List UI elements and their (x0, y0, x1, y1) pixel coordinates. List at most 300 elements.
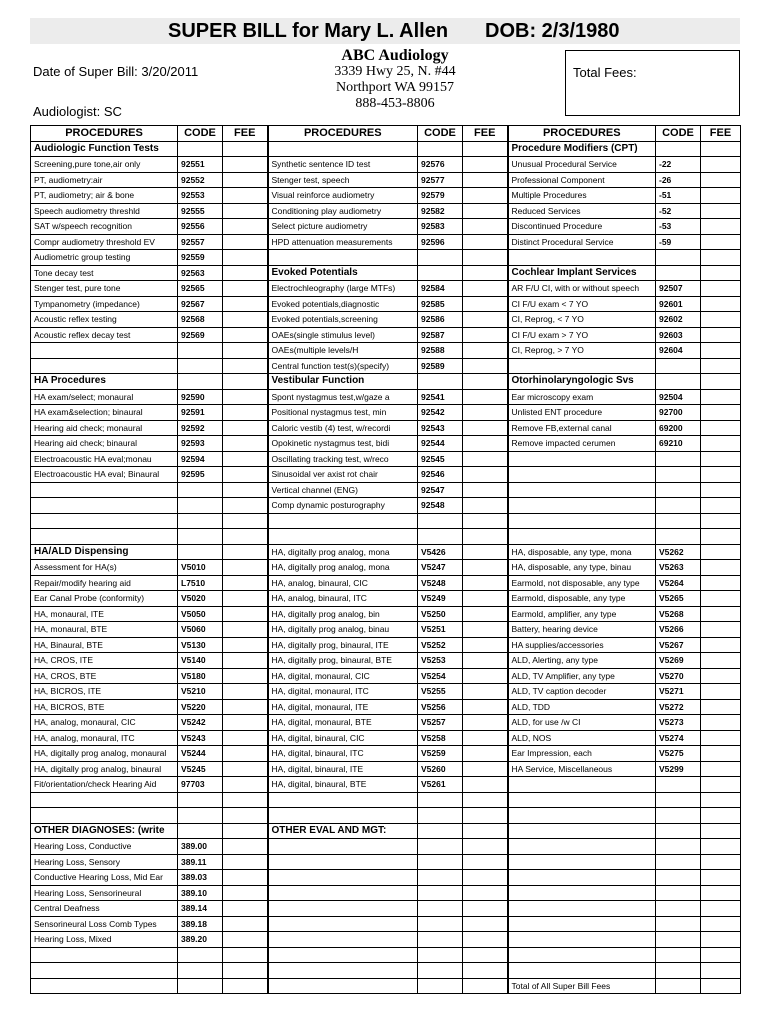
fee-cell[interactable] (223, 870, 268, 886)
fee-cell[interactable] (701, 746, 741, 762)
code-cell[interactable] (656, 792, 701, 808)
blank-cell[interactable] (508, 513, 656, 529)
fee-cell[interactable] (701, 389, 741, 405)
code-cell[interactable] (656, 529, 701, 545)
fee-cell[interactable] (463, 684, 508, 700)
procedure-code: 92545 (418, 451, 463, 467)
fee-cell[interactable] (701, 932, 741, 948)
procedure-code: -59 (656, 234, 701, 250)
procedures-table (30, 125, 741, 994)
blank-cell[interactable] (268, 978, 418, 994)
blank-cell[interactable] (31, 513, 178, 529)
code-cell[interactable] (178, 947, 223, 963)
table-row (31, 513, 741, 529)
fee-cell[interactable] (463, 467, 508, 483)
procedure-name: Stenger test, speech (268, 172, 418, 188)
fee-cell[interactable] (463, 839, 508, 855)
procedure-name: HA, digitally prog analog, binaural (31, 761, 178, 777)
code-cell[interactable] (656, 482, 701, 498)
procedure-code: V5252 (418, 637, 463, 653)
fee-cell[interactable] (701, 606, 741, 622)
fee-cell[interactable] (223, 405, 268, 421)
code-cell[interactable] (418, 250, 463, 266)
blank-cell[interactable] (268, 947, 418, 963)
code-cell[interactable] (418, 901, 463, 917)
blank-cell[interactable] (508, 529, 656, 545)
code-cell (656, 141, 701, 157)
fee-cell[interactable] (463, 141, 508, 157)
fee-cell[interactable] (701, 978, 741, 994)
code-cell[interactable] (656, 513, 701, 529)
code-cell[interactable] (418, 792, 463, 808)
fee-cell[interactable] (223, 343, 268, 359)
fee-cell[interactable] (223, 947, 268, 963)
fee-cell[interactable] (223, 389, 268, 405)
code-cell[interactable] (656, 250, 701, 266)
code-cell[interactable] (418, 916, 463, 932)
fee-cell[interactable] (701, 699, 741, 715)
fee-cell[interactable] (701, 203, 741, 219)
fee-cell[interactable] (223, 839, 268, 855)
blank-cell[interactable] (508, 854, 656, 870)
fee-cell[interactable] (223, 963, 268, 979)
fee-cell[interactable] (701, 901, 741, 917)
fee-cell[interactable] (701, 560, 741, 576)
fee-cell[interactable] (701, 451, 741, 467)
blank-cell[interactable] (268, 529, 418, 545)
code-cell[interactable] (178, 792, 223, 808)
blank-cell[interactable] (268, 808, 418, 824)
code-cell[interactable] (418, 808, 463, 824)
procedure-code: V5248 (418, 575, 463, 591)
procedure-code: 92555 (178, 203, 223, 219)
fee-cell[interactable] (463, 529, 508, 545)
fee-cell[interactable] (223, 157, 268, 173)
procedure-code: 92589 (418, 358, 463, 374)
fee-cell[interactable] (223, 668, 268, 684)
fee-cell[interactable] (701, 188, 741, 204)
table-row (31, 792, 741, 808)
fee-cell[interactable] (463, 374, 508, 390)
code-cell[interactable] (656, 808, 701, 824)
code-cell[interactable] (418, 513, 463, 529)
fee-cell[interactable] (223, 544, 268, 560)
fee-cell[interactable] (223, 296, 268, 312)
fee-cell[interactable] (223, 901, 268, 917)
blank-cell[interactable] (268, 916, 418, 932)
code-cell[interactable] (418, 963, 463, 979)
fee-cell[interactable] (463, 978, 508, 994)
code-cell[interactable] (656, 916, 701, 932)
fee-cell[interactable] (463, 792, 508, 808)
code-cell[interactable] (656, 870, 701, 886)
code-cell[interactable] (418, 978, 463, 994)
fee-cell[interactable] (701, 529, 741, 545)
fee-cell[interactable] (223, 529, 268, 545)
fee-cell[interactable] (701, 730, 741, 746)
code-cell[interactable] (418, 932, 463, 948)
blank-cell[interactable] (31, 529, 178, 545)
fee-cell[interactable] (463, 420, 508, 436)
fee-cell[interactable] (223, 420, 268, 436)
fee-cell[interactable] (463, 436, 508, 452)
blank-cell[interactable] (31, 808, 178, 824)
blank-cell[interactable] (31, 498, 178, 514)
fee-cell[interactable] (463, 234, 508, 250)
fee-cell[interactable] (701, 653, 741, 669)
fee-cell[interactable] (701, 715, 741, 731)
fee-cell[interactable] (701, 498, 741, 514)
fee-cell[interactable] (463, 544, 508, 560)
fee-cell[interactable] (701, 281, 741, 297)
fee-cell[interactable] (223, 482, 268, 498)
fee-cell[interactable] (223, 436, 268, 452)
code-cell (656, 265, 701, 281)
fee-cell[interactable] (701, 591, 741, 607)
procedure-name: Synthetic sentence ID test (268, 157, 418, 173)
fee-cell[interactable] (463, 606, 508, 622)
blank-cell[interactable] (268, 854, 418, 870)
fee-cell[interactable] (701, 172, 741, 188)
fee-cell[interactable] (463, 172, 508, 188)
blank-cell[interactable] (508, 932, 656, 948)
fee-cell[interactable] (701, 358, 741, 374)
table-body (31, 141, 741, 994)
blank-cell[interactable] (268, 141, 418, 157)
blank-cell[interactable] (31, 343, 178, 359)
fee-cell[interactable] (701, 513, 741, 529)
fee-cell[interactable] (223, 792, 268, 808)
fee-cell[interactable] (223, 312, 268, 328)
fee-cell[interactable] (223, 219, 268, 235)
code-cell[interactable] (656, 358, 701, 374)
fee-cell[interactable] (223, 265, 268, 281)
blank-cell[interactable] (268, 963, 418, 979)
blank-cell[interactable] (508, 885, 656, 901)
procedure-code: 92553 (178, 188, 223, 204)
blank-cell[interactable] (31, 358, 178, 374)
fee-cell[interactable] (701, 265, 741, 281)
fee-cell[interactable] (223, 358, 268, 374)
fee-cell[interactable] (701, 343, 741, 359)
fee-cell[interactable] (463, 560, 508, 576)
fee-cell[interactable] (701, 544, 741, 560)
fee-cell[interactable] (463, 730, 508, 746)
blank-cell[interactable] (508, 808, 656, 824)
code-cell[interactable] (656, 885, 701, 901)
fee-cell[interactable] (701, 405, 741, 421)
blank-cell[interactable] (31, 792, 178, 808)
blank-cell[interactable] (508, 901, 656, 917)
blank-cell[interactable] (31, 482, 178, 498)
fee-cell[interactable] (701, 870, 741, 886)
blank-cell[interactable] (31, 963, 178, 979)
fee-cell[interactable] (223, 513, 268, 529)
procedure-name: Speech audiometry threshld (31, 203, 178, 219)
fee-cell[interactable] (463, 823, 508, 839)
fee-cell[interactable] (701, 374, 741, 390)
procedure-code: 92556 (178, 219, 223, 235)
fee-cell[interactable] (463, 854, 508, 870)
code-cell[interactable] (418, 839, 463, 855)
code-cell[interactable] (656, 963, 701, 979)
fee-cell[interactable] (701, 482, 741, 498)
blank-cell[interactable] (31, 947, 178, 963)
clinic-block (310, 48, 480, 112)
fee-cell[interactable] (223, 885, 268, 901)
fee-cell[interactable] (701, 637, 741, 653)
fee-cell[interactable] (701, 963, 741, 979)
blank-cell[interactable] (268, 932, 418, 948)
fee-cell[interactable] (701, 761, 741, 777)
procedure-code: V5259 (418, 746, 463, 762)
blank-cell[interactable] (268, 792, 418, 808)
fee-cell[interactable] (463, 281, 508, 297)
fee-cell[interactable] (463, 203, 508, 219)
fee-cell[interactable] (701, 436, 741, 452)
fee-cell[interactable] (463, 699, 508, 715)
fee-cell[interactable] (701, 823, 741, 839)
blank-cell[interactable] (508, 467, 656, 483)
blank-cell[interactable] (268, 250, 418, 266)
fee-cell[interactable] (223, 637, 268, 653)
fee-cell[interactable] (463, 622, 508, 638)
fee-cell[interactable] (463, 715, 508, 731)
fee-cell[interactable] (223, 854, 268, 870)
blank-cell[interactable] (508, 451, 656, 467)
procedure-code: V5251 (418, 622, 463, 638)
code-cell[interactable] (656, 901, 701, 917)
fee-cell[interactable] (701, 157, 741, 173)
blank-cell[interactable] (268, 839, 418, 855)
fee-cell[interactable] (701, 622, 741, 638)
fee-cell[interactable] (701, 808, 741, 824)
fee-cell[interactable] (701, 296, 741, 312)
blank-cell[interactable] (508, 963, 656, 979)
blank-cell[interactable] (508, 498, 656, 514)
fee-cell[interactable] (463, 250, 508, 266)
fee-cell[interactable] (463, 327, 508, 343)
blank-cell[interactable] (268, 885, 418, 901)
code-cell[interactable] (656, 467, 701, 483)
fee-cell[interactable] (701, 854, 741, 870)
fee-cell[interactable] (463, 885, 508, 901)
fee-cell[interactable] (223, 653, 268, 669)
code-cell[interactable] (418, 141, 463, 157)
fee-cell[interactable] (701, 327, 741, 343)
blank-cell[interactable] (508, 870, 656, 886)
fee-cell[interactable] (223, 467, 268, 483)
code-cell[interactable] (656, 823, 701, 839)
code-cell[interactable] (418, 854, 463, 870)
code-cell[interactable] (418, 529, 463, 545)
fee-cell[interactable] (463, 219, 508, 235)
fee-cell[interactable] (223, 823, 268, 839)
fee-cell[interactable] (463, 870, 508, 886)
fee-cell[interactable] (701, 792, 741, 808)
fee-cell[interactable] (701, 467, 741, 483)
fee-cell[interactable] (463, 312, 508, 328)
fee-cell[interactable] (463, 777, 508, 793)
fee-cell[interactable] (223, 327, 268, 343)
blank-cell[interactable] (31, 978, 178, 994)
audiologist: Audiologist: SC (33, 104, 122, 119)
code-cell[interactable] (418, 885, 463, 901)
procedure-name: Hearing Loss, Mixed (31, 932, 178, 948)
code-cell[interactable] (656, 947, 701, 963)
fee-cell[interactable] (463, 916, 508, 932)
table-row (31, 591, 741, 607)
fee-cell[interactable] (701, 916, 741, 932)
fee-cell[interactable] (223, 932, 268, 948)
code-cell[interactable] (418, 870, 463, 886)
code-cell[interactable] (178, 808, 223, 824)
fee-cell[interactable] (223, 203, 268, 219)
fee-cell[interactable] (463, 637, 508, 653)
procedure-name: CI F/U exam < 7 YO (508, 296, 656, 312)
section-heading: Procedure Modifiers (CPT) (508, 141, 656, 157)
fee-cell[interactable] (223, 715, 268, 731)
blank-cell[interactable] (508, 947, 656, 963)
fee-cell[interactable] (463, 761, 508, 777)
fee-cell[interactable] (223, 808, 268, 824)
fee-cell[interactable] (223, 141, 268, 157)
code-cell[interactable] (178, 978, 223, 994)
fee-cell[interactable] (223, 250, 268, 266)
fee-cell[interactable] (223, 451, 268, 467)
procedure-code: V5050 (178, 606, 223, 622)
procedure-code: V5180 (178, 668, 223, 684)
fee-cell[interactable] (463, 265, 508, 281)
procedure-name: HA, digital, binaural, CIC (268, 730, 418, 746)
fee-cell[interactable] (463, 668, 508, 684)
blank-cell[interactable] (508, 916, 656, 932)
fee-cell[interactable] (223, 374, 268, 390)
fee-cell[interactable] (463, 513, 508, 529)
fee-cell[interactable] (463, 932, 508, 948)
code-cell[interactable] (656, 839, 701, 855)
fee-cell[interactable] (223, 606, 268, 622)
fee-cell[interactable] (701, 420, 741, 436)
fee-cell[interactable] (223, 730, 268, 746)
fee-cell[interactable] (223, 622, 268, 638)
fee-cell[interactable] (701, 684, 741, 700)
fee-cell[interactable] (463, 188, 508, 204)
blank-cell[interactable] (508, 482, 656, 498)
code-cell[interactable] (178, 963, 223, 979)
procedure-code: 92541 (418, 389, 463, 405)
blank-cell[interactable] (268, 870, 418, 886)
code-cell[interactable] (178, 343, 223, 359)
fee-cell[interactable] (223, 684, 268, 700)
blank-cell[interactable] (268, 513, 418, 529)
table-row (31, 916, 741, 932)
procedure-name: Central Deafness (31, 901, 178, 917)
fee-cell[interactable] (701, 219, 741, 235)
fee-cell[interactable] (701, 839, 741, 855)
fee-cell[interactable] (223, 172, 268, 188)
fee-cell[interactable] (463, 947, 508, 963)
fee-cell[interactable] (223, 560, 268, 576)
code-cell[interactable] (418, 947, 463, 963)
code-cell[interactable] (178, 482, 223, 498)
blank-cell[interactable] (508, 250, 656, 266)
fee-cell[interactable] (223, 978, 268, 994)
fee-cell[interactable] (463, 482, 508, 498)
code-cell[interactable] (178, 498, 223, 514)
blank-cell[interactable] (508, 777, 656, 793)
fee-cell[interactable] (701, 668, 741, 684)
fee-cell[interactable] (463, 296, 508, 312)
fee-cell[interactable] (701, 885, 741, 901)
fee-cell[interactable] (701, 250, 741, 266)
blank-cell[interactable] (508, 358, 656, 374)
fee-cell[interactable] (463, 591, 508, 607)
code-cell[interactable] (178, 358, 223, 374)
blank-cell[interactable] (268, 901, 418, 917)
fee-cell[interactable] (701, 141, 741, 157)
code-cell[interactable] (178, 529, 223, 545)
fee-cell[interactable] (463, 358, 508, 374)
fee-cell[interactable] (223, 575, 268, 591)
fee-cell[interactable] (463, 389, 508, 405)
patient-dob: DOB: 2/3/1980 (485, 20, 620, 42)
fee-cell[interactable] (223, 591, 268, 607)
table-row (31, 436, 741, 452)
fee-cell[interactable] (701, 575, 741, 591)
fee-cell[interactable] (223, 234, 268, 250)
fee-cell[interactable] (463, 575, 508, 591)
code-cell[interactable] (656, 777, 701, 793)
fee-cell[interactable] (463, 901, 508, 917)
fee-cell[interactable] (463, 343, 508, 359)
code-cell[interactable] (656, 498, 701, 514)
fee-cell[interactable] (463, 963, 508, 979)
fee-cell[interactable] (463, 405, 508, 421)
fee-cell[interactable] (223, 699, 268, 715)
total-fees-box[interactable] (565, 50, 740, 116)
fee-cell[interactable] (223, 281, 268, 297)
fee-cell[interactable] (223, 916, 268, 932)
fee-cell[interactable] (223, 777, 268, 793)
procedure-name: Multiple Procedures (508, 188, 656, 204)
fee-cell[interactable] (701, 312, 741, 328)
code-cell[interactable] (656, 854, 701, 870)
fee-cell[interactable] (463, 451, 508, 467)
fee-cell[interactable] (701, 777, 741, 793)
fee-cell[interactable] (463, 157, 508, 173)
blank-cell[interactable] (508, 792, 656, 808)
procedure-name: HA, monaural, BTE (31, 622, 178, 638)
blank-cell[interactable] (508, 823, 656, 839)
fee-cell[interactable] (463, 498, 508, 514)
fee-cell[interactable] (463, 746, 508, 762)
fee-cell[interactable] (223, 498, 268, 514)
procedure-name: HA exam/select; monaural (31, 389, 178, 405)
fee-cell[interactable] (223, 746, 268, 762)
fee-cell[interactable] (223, 761, 268, 777)
fee-cell[interactable] (701, 234, 741, 250)
fee-cell[interactable] (223, 188, 268, 204)
code-cell[interactable] (656, 451, 701, 467)
procedure-code: 92590 (178, 389, 223, 405)
blank-cell[interactable] (508, 839, 656, 855)
fee-cell[interactable] (463, 653, 508, 669)
code-cell[interactable] (656, 932, 701, 948)
fee-cell[interactable] (463, 808, 508, 824)
fee-cell[interactable] (701, 947, 741, 963)
code-cell[interactable] (178, 513, 223, 529)
